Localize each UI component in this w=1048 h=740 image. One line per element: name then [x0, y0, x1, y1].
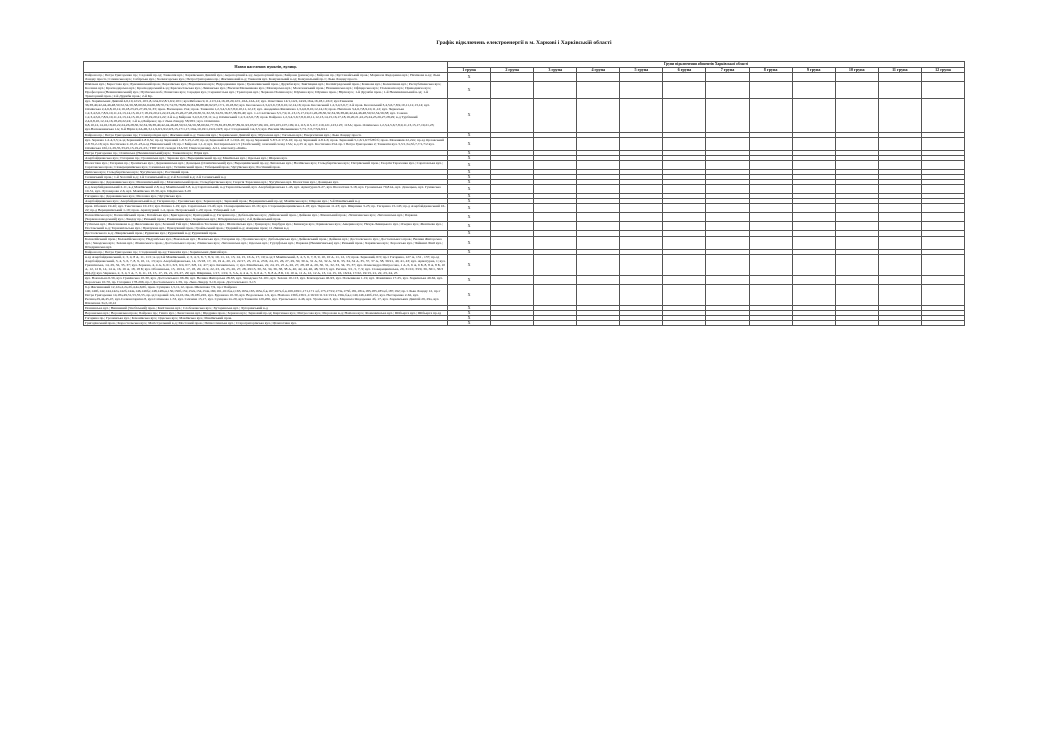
- group-header-6: 6 група: [663, 67, 706, 72]
- group-6-cell: [663, 285, 706, 306]
- group-header-12: 12 група: [921, 67, 964, 72]
- settlement-streets-cell: вул. Зернова 1-2-4,3,5; в-зд Зерновий 2-8 6,5а; пр-зд Зерновий 1-8 3-25,2-20; пр-зд Зерновий 2-8 1-19,6-16; пр-зд Зерновий 5-8 5-2/17,6-16; пр-зд Зерновий 4-8 4-6; пров. Зерновий 5,1,6/1,6/7б/8б/б; пров. Можняків 22,22а; пр-зд Орловський 2-8 35,2-16; вул. Костичева 2-10,21-23,в-зд Нижненський 16; пр-т Байрона 1,1-4; вул. Котляревського 5 (Злобіський); зачечний склад 13А; в-д 25 А; вул. Костичева 25А пр-т Петра Григоренка 2; Танкопія вул. 5,5/1,5а,5б,7,7/1,7/2 вул. Олмінська 16б,11,29,35,33,25,15,19,21,23,; ТПР 4/10; склади 13А/10; Пацієн ризику, А/11, кінотеатр «Київ»: [84, 137, 448, 150]
- group-9-cell: [792, 160, 835, 169]
- group-10-cell: [835, 236, 878, 249]
- group-11-cell: [878, 81, 921, 98]
- group-4-cell: [577, 254, 620, 275]
- group-3-cell: [534, 213, 577, 222]
- group-3-cell: [534, 222, 577, 231]
- group-7-cell: [706, 236, 749, 249]
- settlement-streets-cell: Біологічна вул.; Гагарина пр.; Гренінська вул.; Державинська вул.; Донецька (Олмін'янський) вул.; Верецинівський пр-зд; Лиговська вул.; Наліївська вул.; Гольдбергівська вул.; Петрівський пров.; Георгія Тарасенка вул.; Саратовська вул.; Саратовська пров.; Сіоверецинівська вул.; Сечинська вул.; Тетянівський пров.; Узбецький пров.; Чугуївська вул.; Ростівний пров.: [84, 160, 448, 169]
- group-6-cell: [663, 137, 706, 150]
- group-1-cell: X: [448, 169, 491, 174]
- group-11-cell: [878, 137, 921, 150]
- group-4-cell: [577, 321, 620, 326]
- group-2-cell: [491, 99, 534, 132]
- group-11-cell: [878, 222, 921, 231]
- group-11-cell: [878, 185, 921, 194]
- group-12-cell: [921, 285, 964, 306]
- group-6-cell: [663, 185, 706, 194]
- group-1-cell: X: [448, 137, 491, 150]
- group-5-cell: [620, 185, 663, 194]
- group-12-cell: [921, 204, 964, 213]
- group-4-cell: [577, 285, 620, 306]
- group-8-cell: [749, 222, 792, 231]
- group-6-cell: [663, 81, 706, 98]
- group-8-cell: [749, 72, 792, 81]
- group-1-cell: X: [448, 150, 491, 155]
- group-3-cell: [534, 99, 577, 132]
- table-row: [84, 213, 965, 222]
- group-5-cell: [620, 213, 663, 222]
- group-3-cell: [534, 185, 577, 194]
- group-1-cell: X: [448, 155, 491, 160]
- group-4-cell: [577, 204, 620, 213]
- group-1-cell: X: [448, 204, 491, 213]
- group-9-cell: [792, 72, 835, 81]
- group-10-cell: [835, 321, 878, 326]
- group-1-cell: X: [448, 222, 491, 231]
- group-1-cell: X: [448, 321, 491, 326]
- group-7-cell: [706, 275, 749, 284]
- group-2-cell: [491, 321, 534, 326]
- group-8-cell: [749, 99, 792, 132]
- settlement-streets-cell: в-зд Азербайджанський, 2, 3, 4, 8 А, 11, 11/1; в-зд 2-й Макіївський, 2, 3, 4, 5, 6, 7, 8, 9, 10, 11, 12, 13, 14, 15, 16 А, 17, 19; в-зд 3 Макіївський, 3, 4, 5, 6, 7, 8, 9, 10, 10 А, 11, 12, 13; пров. Зерновий, 6/3; пр-т Гагарина, 127 А, 131 , 137; пр-зд Азербайджанський, 3, 4, 5, 6, 7, 8, 9, 10, 11, 13; вул. Азербайджанська, 14, 15/18, 17, 19, 19 А, 20, 21, 22/17, 23, 23 А, 23 Б, 24, 25, 26, 27, 29, 30, 30 А, 31 А, 32, 32 А, 32 Б, 33, 34, 34 А, 35, 37, 37 А, 38, 39/21, 40, 41, 43; вул. Арматурна, 1; вул. Грюшінська, 14, 29, 32, 35, 37; вул. Зернова, 4, 4 А, 6, 6/1, 6/3, 6/4, 6/7, 6/8, 12, 4/7; вул. Качанівська, 1; вул. Макіївська, 22, 24, 25, 25 А, 26, 27, 28, 28 А, 29, 30, 31, 32, 33, 34, 35, 37; вул. Олександра Матросова, 1 А, 6, 6 А, 6 Б, 8, 8 А, 8 Б, 10 А, 12, 12 Б, 14, 14 А, 16, 16 А, 18, 18 Б; вул. Обозинська, 15, 16/14, 17, 18, 20, 21/2, 22, 23, 24, 25, 26, 27, 28, 29/15, 30, 32, 34, 36, 38, 38 А, 40, 42, 44, 46, 48, 50/13; вул. Регина, 3/1, 5, 7, 9; вул. Сіоверецинівська, 29, 31/10, 33/9, 36, 36/1, 36/3 ДЦ-Д); вул. Червона, 2, 3, 4, 5 А, 7, 9, 11, 13, 15, 17, 19, 21, 23, 27, 29; вул. Ширпика, 1/17, 1/19, 3, 3 А, 4, 4 А, 5, 6, 6 А, 7, 8, 8 А, 8 Б, 10, 10 А, 11 А, 12, 12 А, 13, 14, 15, 16, 16/24, 17/22, 19/13, 21, 22, 23, 24, 25: [85, 254, 446, 275]
- settlement-streets-cell: Гагарина пр.; Державинська вул.; Молочна вул.; Чугуївська вул.: [84, 194, 448, 199]
- group-1-cell: X: [448, 275, 491, 284]
- group-5-cell: [620, 285, 663, 306]
- group-8-cell: [749, 160, 792, 169]
- table-row: [84, 222, 965, 231]
- settlement-streets-cell: пров. Обозних 19-4б; вул. Текстильна 10-131; вул. Регина 1-19; вул. Саратовська 13-4б; вул. Сіоверецинівська 10-16; вул. Старовецінецинівська 4-18; вул. Червона 11-23; вул. Ширпика 3-25; пр. Гагарина 13-145; пр-д Азербайджанський 16-22; пр-д Верецинівський 1-19; пров. Арматурний 1-4, пров. Петровський 1-20; пров. Узбецький 1-6: [85, 204, 446, 213]
- group-7-cell: [706, 222, 749, 231]
- group-9-cell: [792, 254, 835, 275]
- group-2-cell: [491, 185, 534, 194]
- settlement-streets-cell: Дніпська вул.; Гольдбергівська вул.; Чугуївська вул.; Ростівний пров.: [84, 169, 448, 174]
- group-header-3: 3 група: [534, 67, 577, 72]
- group-1-cell: X: [448, 194, 491, 199]
- table-row: [84, 72, 965, 81]
- group-4-cell: [577, 236, 620, 249]
- settlement-streets-cell: вул. Харківських Дивізій 4,6,10,12/21,10/1,8,12А,6/2,8/1,6/2,10/1; вул.Рибалка 9,11,11/3,14,16,18,20,12/1,16А,12А,12; вул. Олкстівна 14/1,14/2,14/22,16А,16,18,1,16/2; вул.Танкопія 36,38,40,42,44,46,48,50,52,54,56,58,60,62,64,66,68,70,72,74,76,78,80,82,84,86,88,90,92,97,17/1,19,18,82; вул. Кесовська 2,3,4,5,6,7,8,9,10,12,14,16; пров. Кесовський 1,2,3,4,5,6,7; 2-й пров. Кесовський 3,4,5,6,7,8,9,10,11,12,13,14; вул. Олмінська 2,4,6,8,10,12,16,18,23,25,27,29,31,33; пров. Васнецова 15А; пров. Танкопія 1,2,3,4,5,6,7,8,9,10,11,12,13; вул. Академіка Филипова 1,3,4,6,8,10,12,14,16; пров. Неплюєв 3,4,6,7,8,9,10,11,12; вул. Черкаська 1,2,3,4,5,6,7,8,9,10,11,12,13,14,15,16,17,18,19,20,21,22,23,24,25,26,27,28,29,30,31,32,33,34,35,36,37,38,39,40; вул. 1-а Салтівська 3,5,7,9,11,13,15,17,19,21,26,28,30,32,34,36,38,40,42,44,46,48,50,52,54,56,58; вул. Сокова 1,2,3,4,5,6,7,8,9,10,11,12,13,14,15,16,17,18,19,20,21,22; 2-й в-д Байрона 3,4,5,6,7,8,11; в-д Олмінський 1,2,3,4,5,6,7,8; пров. Байрона 1,2,3,4,5,6,7,8,9,10,11,12,13,14,15,16,17,18,19,20,21,22,23,24,25,26,27,28,29; в-д Турбінний 2,4,6,8,10,12,14,16,18,20,22,24; 1-й в-д Байрона; пр-т Льва Ландау 58,58/1; вул. Олімпієва 6,8,10,12,14,16,18,20,22,24,26,28,30,32,34,36,38,40,42,44,46,48,50,52,54,56,58,60,62,77,79,81,83,85,87,89,91,93,95,97,99,101,103,105,107,109,111,113,115,117,119,121,123,125; 113А; пров. Олмінська 1,2,3,4,5,6,7,8,9,11,13,15,17,19,21,23; вул.Васюковянська 1А; 6-й Юрія 2,2А,2Б,3,11,9,9/1,9/2,9/3,15,17/1,17,19А,10,19/1,19/2,19/3; пр-т Стадіонний 1А,3,5; вул. Васили Мельникова 7,7/1,7/2,7/3,9,9/11: [84, 99, 448, 132]
- group-3-cell: [534, 275, 577, 284]
- settlement-streets-cell: в-д Азербайджанський 2-11, в-д Макіївський 2-8, в-д Макіївський 3-8, в-д Саратовський, в-д Тернопільський, вул. Азербайджанська 1-43, вул. Арматурна 9-27, вул. Біологічна 3-18, вул. Грозинська 79,81А, вул. Донецька, вул. Гуманська 10-51, вул. Луговарова 2-6, вул. Макіївська 10-30, вул. Щедінська 3-29: [84, 185, 448, 194]
- table-row: [84, 236, 965, 249]
- group-7-cell: [706, 254, 749, 275]
- group-11-cell: [878, 236, 921, 249]
- group-4-cell: [577, 213, 620, 222]
- group-12-cell: [921, 236, 964, 249]
- group-7-cell: [706, 185, 749, 194]
- group-4-cell: [577, 72, 620, 81]
- group-12-cell: [921, 222, 964, 231]
- table-row: [84, 99, 965, 132]
- settlement-column-header: Назви населених пунктів, вулиць: [84, 62, 448, 73]
- group-9-cell: [792, 213, 835, 222]
- group-12-cell: [921, 72, 964, 81]
- settlement-streets-cell: Байрона пр.; Петра Григоренка пр.; Галнопроїздна вул.; Жасминовий в-д; Танкопія вул.; Харківських Дивізій вул.; Мухалова вул.; Тагальна вул.; Енергетична вул.; Льва Ландау просп.: [84, 132, 448, 137]
- group-header-9: 9 група: [792, 67, 835, 72]
- group-header-10: 10 група: [835, 67, 878, 72]
- group-header-11: 11 група: [878, 67, 921, 72]
- group-1-cell: X: [448, 185, 491, 194]
- group-7-cell: [706, 160, 749, 169]
- group-3-cell: [534, 254, 577, 275]
- group-9-cell: [792, 204, 835, 213]
- group-1-cell: X: [448, 213, 491, 222]
- settlement-streets-cell: Балаклійський пров.; Балаклійська вул.; Надушбська вул.; Вокзальна вул.; Вокінська вул.; Гагарина пр.; Грозинська вул.; Дебальцівська вул.; Дейковський пров.; Дейкова вул.; Достоєвського вул.; Достоєвського пров.; Велика Житорська вул.; Заводська вул.; Зелена вул.; Ліманського пров.; Достоєвського пров.; Ліманська вул.; Лигочанська вул.; Одеська вул.; Гуртуфська вул.; Паркова (Немиш'янська) вул.; Ризький пров.; Харківська вул.; Хоролська вул.; Чайкині Лінії вул.; Штедринська вул.: [84, 236, 448, 249]
- group-5-cell: [620, 81, 663, 98]
- group-3-cell: [534, 81, 577, 98]
- group-header-8: 8 група: [749, 67, 792, 72]
- settlement-streets-cell: Достоєвського в-д; Ліварівський пров.; Рудничка вул.; Рудничний в-д; Рудничний пров.: [84, 231, 448, 236]
- table-row: [84, 160, 965, 169]
- group-10-cell: [835, 275, 878, 284]
- group-10-cell: [835, 204, 878, 213]
- group-1-cell: X: [448, 199, 491, 204]
- group-2-cell: [491, 213, 534, 222]
- group-header-7: 7 група: [706, 67, 749, 72]
- group-7-cell: [706, 213, 749, 222]
- group-4-cell: [577, 137, 620, 150]
- group-9-cell: [792, 137, 835, 150]
- table-row: [84, 321, 965, 326]
- settlement-streets-cell: Байрона пр.; Петра Григоренка пр.; Стадіонний пр-зд; Танкопія вул.; Харківських Дивізій вул.: [84, 249, 448, 254]
- outage-schedule-table: [83, 61, 965, 326]
- settlement-streets-cell: 6-р Жасминовий 12,12а,2,2а,2б,4,4а,6,6б, пров. Сумцова 1,5,11,12, пров. Шелепова 7,9, пр-т Байрона 140,140б,142,144,142а,142б,144а,146,146б,г,148,148а,в,150,150б,152,152а,154,154а,160,161,161б,в,г,163,163а,165,165а,б,в,167,167а,б,в,169,169/1,171,171 а,б,173,173/2,173а,173б,181,181а,183,185,185а,б,187,192; пр-т Льва Ландау 12, пр-т Петра Григоренка 14,18а,49,51,53,55,55, пр-зд Садовий 12а,14,16,16а,18,18б,226, вул. Буранова 10-30, вул. Водолазька 1-9, вул. Нахіона 136б,136/1,1/16/10/11/12/13/14,130а,б,в,г,140,146,146б,152, вул. Нестеренко 2-62, вул. Ресина,29,44,45,47, вул.Салюватарніва 8, вул.Сліпакова 1-53, вул. Сєвчина 15,17, вул. Сумцова 2а-20, вул.Танкопія 126,266, вул. Уральського 4-46, вул. Уральська 3, вул. Маршала Федоренка 4б, 17, вул. Харківських Дивізій 29, 29а, вул. Шелепова 3а,5,10,12: [84, 285, 448, 306]
- group-7-cell: [706, 99, 749, 132]
- group-6-cell: [663, 160, 706, 169]
- settlement-streets-cell: Гутівська вул.; Желєзнякова в-д; Желєзнякова вул.; Зелений Гай вул.; Михайла Тесленка вул.; Шатилівська вул.; Гриця вул.; Карбури вул.; Кишоцук вул.; Криковська вул.; Америка вул.; Нечуя-Левицького вул.; Очерна вул.; Жовтнева вул.; Посільський в-д; Терношільська вул.; Прилужна вул.; Прилужний пров.; Грайльський пров.; Ударний в-д; Америка пров; 11 Липня в-д: [84, 222, 448, 231]
- group-header-4: 4 група: [577, 67, 620, 72]
- group-5-cell: [620, 99, 663, 132]
- settlement-streets-cell: Байрона пр.; Петра Григоренка пр.; Садовий пр-зд; Танкопія вул.; Харківських Дивізій вул.; Аеропортний в-зд; Аеропортний пров.; Байрона (ринок) пр.; Байрона пр.; Кустанайський пров.; Маршала Федоренка вул.; Нахімова в-зд; Льва Ландау просп.; Сочинська вул.; Сабірська вул.; Холмогорська вул.; Петра Григоренка пр.; Жасминовий в-д; Танкопія вул. Комунальний в-зд; Комунальний пр-т; Льва Ландау просп.: [84, 72, 448, 81]
- group-6-cell: [663, 254, 706, 275]
- group-11-cell: [878, 285, 921, 306]
- group-6-cell: [663, 321, 706, 326]
- settlement-streets-cell: Азербайджанська вул.; Гагарина пр.; Грозинська вул.; Зернова вул.; Верецинівський пр-зд; Макіївська вул.; Одеська вул.; Шарова вул.: [84, 155, 448, 160]
- group-12-cell: [921, 321, 964, 326]
- group-10-cell: [835, 160, 878, 169]
- group-header-2: 2 група: [491, 67, 534, 72]
- group-4-cell: [577, 222, 620, 231]
- group-7-cell: [706, 81, 749, 98]
- group-11-cell: [878, 213, 921, 222]
- group-2-cell: [491, 204, 534, 213]
- group-5-cell: [620, 222, 663, 231]
- group-10-cell: [835, 254, 878, 275]
- group-8-cell: [749, 285, 792, 306]
- group-10-cell: [835, 222, 878, 231]
- group-6-cell: [663, 72, 706, 81]
- group-7-cell: [706, 285, 749, 306]
- group-9-cell: [792, 185, 835, 194]
- group-8-cell: [749, 213, 792, 222]
- group-1-cell: X: [448, 249, 491, 254]
- group-3-cell: [534, 236, 577, 249]
- group-4-cell: [577, 275, 620, 284]
- group-7-cell: [706, 137, 749, 150]
- group-6-cell: [663, 213, 706, 222]
- settlement-streets-cell: Азербайджанська вул.; Азербайджанський в-д; Гагарина пр.; Грозинська вул.; Зернова вул.; Зерновий пров.; Верецинівський пр-зд; Макіївська вул.; Шарова вул.; 5-й Макіївський в-д: [84, 199, 448, 204]
- group-12-cell: [921, 254, 964, 275]
- table-row: [84, 254, 965, 275]
- group-12-cell: [921, 185, 964, 194]
- group-2-cell: [491, 81, 534, 98]
- group-1-cell: X: [448, 72, 491, 81]
- group-2-cell: [491, 236, 534, 249]
- group-10-cell: [835, 285, 878, 306]
- group-4-cell: [577, 160, 620, 169]
- group-3-cell: [534, 160, 577, 169]
- group-2-cell: [491, 137, 534, 150]
- group-9-cell: [792, 81, 835, 98]
- group-8-cell: [749, 236, 792, 249]
- group-8-cell: [749, 81, 792, 98]
- group-4-cell: [577, 185, 620, 194]
- page-title: Графік відключень електроенергії в м. Харкові і Харківській області: [436, 40, 612, 46]
- group-8-cell: [749, 204, 792, 213]
- group-5-cell: [620, 160, 663, 169]
- group-12-cell: [921, 137, 964, 150]
- group-3-cell: [534, 204, 577, 213]
- group-11-cell: [878, 99, 921, 132]
- group-8-cell: [749, 321, 792, 326]
- group-11-cell: [878, 204, 921, 213]
- group-9-cell: [792, 236, 835, 249]
- group-1-cell: X: [448, 160, 491, 169]
- group-8-cell: [749, 254, 792, 275]
- group-1-cell: X: [448, 231, 491, 236]
- group-2-cell: [491, 160, 534, 169]
- settlement-streets-cell: Пошинська вул.; Вишневий (Злобіський) пров.; Капітанова вул.; Слобожанська вул.; Хуторянська вул.; Хуторянський в-д: [84, 306, 448, 311]
- group-11-cell: [878, 275, 921, 284]
- group-11-cell: [878, 72, 921, 81]
- group-5-cell: [620, 275, 663, 284]
- group-7-cell: [706, 72, 749, 81]
- group-12-cell: [921, 99, 964, 132]
- group-3-cell: [534, 321, 577, 326]
- group-1-cell: X: [448, 81, 491, 98]
- group-12-cell: [921, 275, 964, 284]
- group-7-cell: [706, 204, 749, 213]
- group-9-cell: [792, 222, 835, 231]
- group-1-cell: X: [448, 99, 491, 132]
- group-5-cell: [620, 321, 663, 326]
- group-2-cell: [491, 285, 534, 306]
- settlement-streets-cell: Григорівський пров.; Коростельська вул.; Магістральний в-д; Мостовий пров.; Пятисотинська вул.; Старогригорівська вул.; Цілисотина вул.: [84, 321, 448, 326]
- group-9-cell: [792, 321, 835, 326]
- group-10-cell: [835, 213, 878, 222]
- group-5-cell: [620, 72, 663, 81]
- group-header-1: 1 група: [448, 67, 491, 72]
- group-5-cell: [620, 204, 663, 213]
- group-12-cell: [921, 160, 964, 169]
- group-11-cell: [878, 160, 921, 169]
- group-1-cell: X: [448, 306, 491, 311]
- settlement-streets-cell: Сечинський пров.; 1-й Золотий в-д; 1-й Сечинський в-д; 2-й Золотий в-д; 2-й Сечинський в-д: [84, 174, 448, 179]
- group-1-cell: X: [448, 132, 491, 137]
- group-3-cell: [534, 137, 577, 150]
- group-5-cell: [620, 236, 663, 249]
- group-11-cell: [878, 254, 921, 275]
- table-row: [84, 285, 965, 306]
- settlement-streets-cell: Гагарина пр.; Грозинська вул.; Качанівська вул.; Одеська вул.; Макіївська вул.; Макіївський пров.: [84, 316, 448, 321]
- group-1-cell: X: [448, 285, 491, 306]
- group-2-cell: [491, 72, 534, 81]
- table-row: [84, 137, 965, 150]
- group-6-cell: [663, 204, 706, 213]
- table-row: [84, 81, 965, 98]
- group-5-cell: [620, 137, 663, 150]
- group-header-5: 5 група: [620, 67, 663, 72]
- settlement-streets-cell: Балакліївська вул.; Балаклійський пров.; Батайська вул.; Бригадна вул.; Бригадний в-д; Гагарина пр.; Дебальцівська вул.; Дейковський пров.; Дейкова вул.; Ліманський пров.; Лісничанська вул.; Лигочанська вул.; Паркова (Червонозаводський) вул.; Ландау пр.; Ризький пров.; Ромашкина вул.; Харківська вул.; Штедринська вул.; 2-й Дейковський пров.: [84, 213, 448, 222]
- settlement-streets-cell: вул. Вокзальна 6-56, вул. Гренінська 10-30, вул. Достоєвського 66-99, вул. Велика Житорська 28-63, вул. Заводська 52-101, вул. Зелена 10-113, вул. Ключарська 46-93, вул. Пальчикова 1-19, вул. Фонвізина 17-25, вул. Харківська 49-62, вул. Хоролська 10-70, пр. Гагарина 178-266, пр-т Достоєвського 1-59, пр. Льва Ландау 3-19, пров. Достоєвського 3-15: [84, 275, 448, 284]
- group-2-cell: [491, 254, 534, 275]
- table-row: [84, 185, 965, 194]
- group-1-cell: X: [448, 174, 491, 179]
- group-8-cell: [749, 275, 792, 284]
- group-11-cell: [878, 321, 921, 326]
- table-row: [84, 204, 965, 213]
- settlement-streets-cell: Воронезька вул.; Воронезька пров.; Байрона пр.; Гинго вул.; Леонтонова вул.; Щедрика пров.; Зернова вул.; Зерновий пр-зд; Киргизька вул.; Матросова вул.; Морозова в-д; Нахіона вул.; Фоменківська вул.; Шібьерга вул.; Шібьерга пр-зд: [84, 311, 448, 316]
- group-9-cell: [792, 99, 835, 132]
- group-1-cell: X: [448, 236, 491, 249]
- group-12-cell: [921, 213, 964, 222]
- group-1-cell: X: [448, 179, 491, 184]
- group-4-cell: [577, 81, 620, 98]
- settlement-streets-cell: Петра Григоренка пр.; Олмінська (Немишлянський) вул.; Танкопія вул.; Юрія вул.: [84, 150, 448, 155]
- group-6-cell: [663, 99, 706, 132]
- table-row: [84, 275, 965, 284]
- group-6-cell: [663, 222, 706, 231]
- group-2-cell: [491, 275, 534, 284]
- group-10-cell: [835, 99, 878, 132]
- group-9-cell: [792, 275, 835, 284]
- group-1-cell: X: [448, 311, 491, 316]
- group-3-cell: [534, 72, 577, 81]
- group-10-cell: [835, 72, 878, 81]
- group-9-cell: [792, 285, 835, 306]
- group-12-cell: [921, 81, 964, 98]
- group-8-cell: [749, 137, 792, 150]
- settlement-streets-cell: Гагарина пр.; Державинська вул.; Мовчанівський пр.; Мовчанівський пров.; Гольдбергівська вул.; Георгія Тарасенка вул.; Чугуївська вул. Біологічна вул.; Донецька вул.: [84, 179, 448, 184]
- group-3-cell: [534, 285, 577, 306]
- group-1-cell: X: [448, 316, 491, 321]
- group-7-cell: [706, 321, 749, 326]
- group-6-cell: [663, 236, 706, 249]
- group-10-cell: [835, 81, 878, 98]
- group-10-cell: [835, 185, 878, 194]
- group-8-cell: [749, 185, 792, 194]
- settlement-streets-cell: Шкільна вул.; Берестова вул.; Буковинський пров.; Березівська вул.; Ворошилова вул.; Відродження пров.; Гремалинський пров.; Дружби вул.; Звягінцева вул.; Калініградський пров.; Кленова вул.; Колективна вул.; Республіканська вул.; Косенка вул.; Краснодарська вул.; Краснодарський в-зд; Красносільська вул.; Лиманська вул.; Васили Мельникова вул.; Мовчарська вул.; Молочанський пров.; Новакинська вул.; Офіцерська вул.; Полежаєва вул.; Приводнича вул.; Професорна (Немишлянський) вул.; Путівська наб.; Решетова вул.; Середня вул.; Сержантська вул.; Тракторна вул.; Червона Поляна вул.; Шумана вул.; Шумана пров.; Юрія вул.; 1-й Дружби пров.; 1-й Немишлянський в-зд; 1-й Тракторний пров.; 2-й Дружби пров.; 2-й Кр.: [84, 81, 448, 98]
- group-1-cell: X: [448, 254, 491, 275]
- group-5-cell: [620, 254, 663, 275]
- groups-header: Групи відключення абонентів Харківської області: [448, 62, 965, 68]
- group-6-cell: [663, 275, 706, 284]
- group-10-cell: [835, 137, 878, 150]
- group-2-cell: [491, 222, 534, 231]
- group-4-cell: [577, 99, 620, 132]
